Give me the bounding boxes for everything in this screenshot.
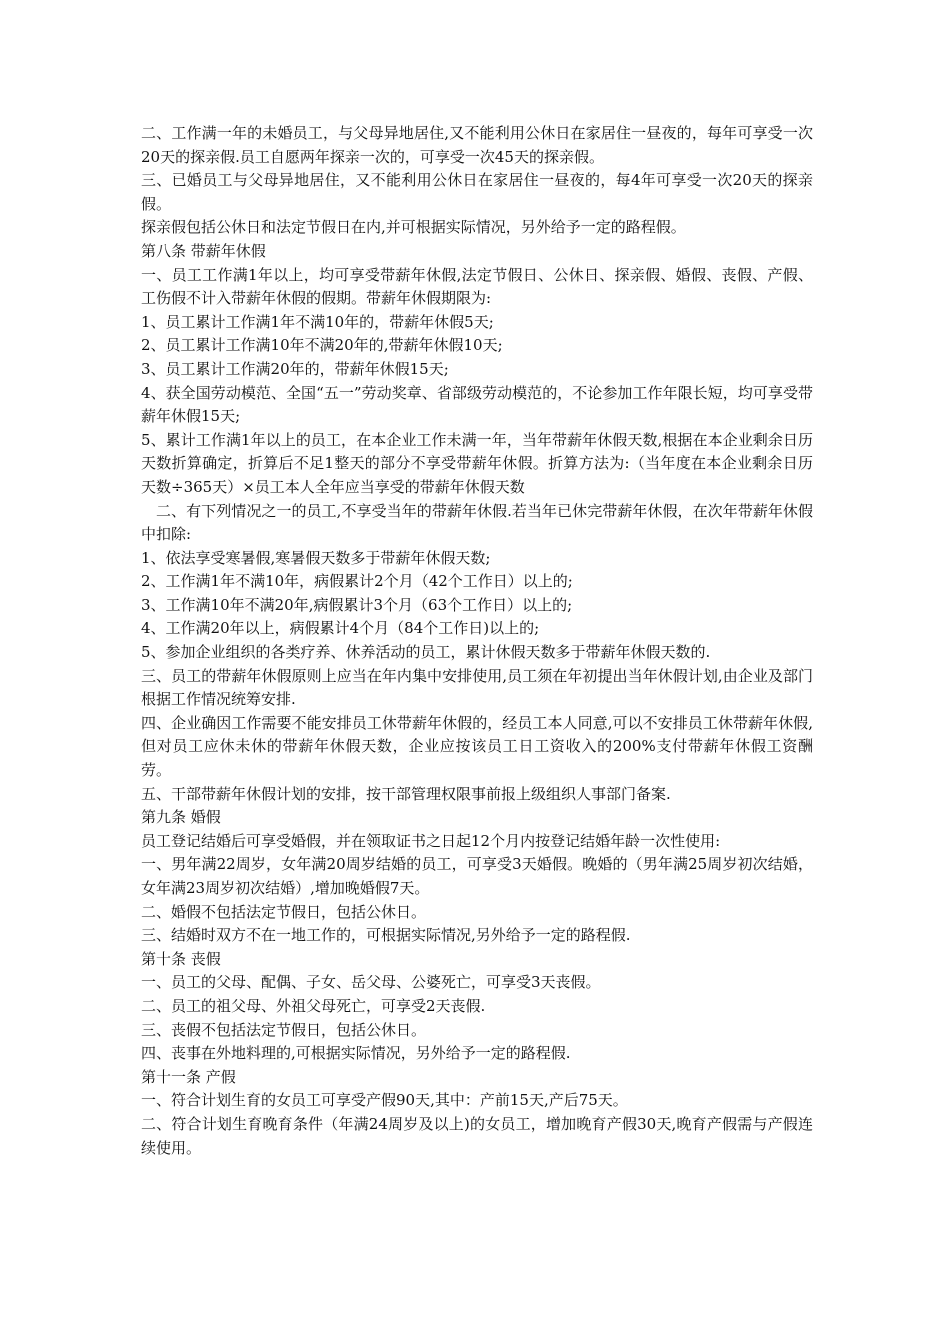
paragraph: 三、员工的带薪年休假原则上应当在年内集中安排使用,员工须在年初提出当年休假计划,由企业及部门根据工作情况统筹安排.	[141, 666, 813, 709]
list-item: 4、工作满20年以上，病假累计4个月（84个工作日)以上的;	[141, 619, 540, 638]
paragraph: 三、已婚员工与父母异地居住，又不能利用公休日在家居住一昼夜的，每4年可享受一次20天的探亲假。	[141, 171, 813, 213]
paragraph: 三、结婚时双方不在一地工作的，可根据实际情况,另外给予一定的路程假.	[141, 926, 631, 945]
paragraph: 二、婚假不包括法定节假日，包括公休日。	[141, 902, 427, 921]
list-item: 2、员工累计工作满10年不满20年的,带薪年休假10天;	[141, 336, 503, 355]
section-heading-article-9: 第九条 婚假	[141, 808, 221, 827]
list-item: 1、依法享受寒暑假,寒暑假天数多于带薪年休假天数;	[141, 548, 491, 567]
document-body	[141, 122, 813, 1160]
paragraph: 员工登记结婚后可享受婚假，并在领取证书之日起12个月内按登记结婚年龄一次性使用:	[141, 831, 721, 850]
section-heading-article-11: 第十一条 产假	[141, 1067, 236, 1086]
list-item: 2、工作满1年不满10年，病假累计2个月（42个工作日）以上的;	[141, 572, 573, 591]
list-item: 5、累计工作满1年以上的员工，在本企业工作未满一年，当年带薪年休假天数,根据在本企业剩余日历天数折算确定，折算后不足1整天的部分不享受带薪年休假。折算方法为:（当年度在本企业剩余日历天数÷365天）×员工本人全年应当享受的带薪年休假天数	[141, 430, 813, 496]
paragraph: 二、工作满一年的未婚员工，与父母异地居住,又不能利用公休日在家居住一昼夜的，每年可享受一次20天的探亲假.员工自愿两年探亲一次的，可享受一次45天的探亲假。	[141, 124, 813, 166]
section-heading-article-8: 第八条 带薪年休假	[141, 241, 266, 260]
paragraph: 二、有下列情况之一的员工,不享受当年的带薪年休假.若当年已休完带薪年休假，在次年带薪年休假中扣除:	[141, 501, 813, 544]
paragraph: 一、男年满22周岁，女年满20周岁结婚的员工，可享受3天婚假。晚婚的（男年满25周岁初次结婚，女年满23周岁初次结婚）,增加晚婚假7天。	[141, 855, 813, 897]
paragraph: 三、丧假不包括法定节假日，包括公休日。	[141, 1020, 427, 1039]
list-item: 3、工作满10年不满20年,病假累计3个月（63个工作日）以上的;	[141, 595, 573, 614]
list-item: 3、员工累计工作满20年的，带薪年休假15天;	[141, 359, 449, 378]
paragraph: 一、符合计划生育的女员工可享受产假90天,其中：产前15天,产后75天。	[141, 1091, 628, 1110]
paragraph: 四、丧事在外地料理的,可根据实际情况，另外给予一定的路程假.	[141, 1044, 571, 1063]
paragraph: 一、员工工作满1年以上，均可享受带薪年休假,法定节假日、公休日、探亲假、婚假、丧假、产假、工伤假不计入带薪年休假的假期。带薪年休假期限为:	[141, 265, 813, 308]
paragraph: 二、员工的祖父母、外祖父母死亡，可享受2天丧假.	[141, 996, 486, 1015]
list-item: 1、员工累计工作满1年不满10年的，带薪年休假5天;	[141, 312, 494, 331]
section-heading-article-10: 第十条 丧假	[141, 949, 221, 968]
paragraph: 一、员工的父母、配偶、子女、岳父母、公婆死亡，可享受3天丧假。	[141, 973, 601, 992]
list-item: 5、参加企业组织的各类疗养、休养活动的员工，累计休假天数多于带薪年休假天数的.	[141, 643, 711, 662]
paragraph: 探亲假包括公休日和法定节假日在内,并可根据实际情况，另外给予一定的路程假。	[141, 218, 686, 237]
paragraph: 五、干部带薪年休假计划的安排，按干部管理权限事前报上级组织人事部门备案.	[141, 784, 671, 803]
paragraph: 二、符合计划生育晚育条件（年满24周岁及以上)的女员工，增加晚育产假30天,晚育产假需与产假连续使用。	[141, 1114, 813, 1157]
list-item: 4、获全国劳动模范、全国“五一”劳动奖章、省部级劳动模范的，不论参加工作年限长短，均可享受带薪年休假15天;	[141, 383, 813, 426]
paragraph: 四、企业确因工作需要不能安排员工休带薪年休假的，经员工本人同意,可以不安排员工休带薪年休假,但对员工应休未休的带薪年休假天数，企业应按该员工日工资收入的200%支付带薪年休假工资酬劳。	[141, 713, 813, 780]
